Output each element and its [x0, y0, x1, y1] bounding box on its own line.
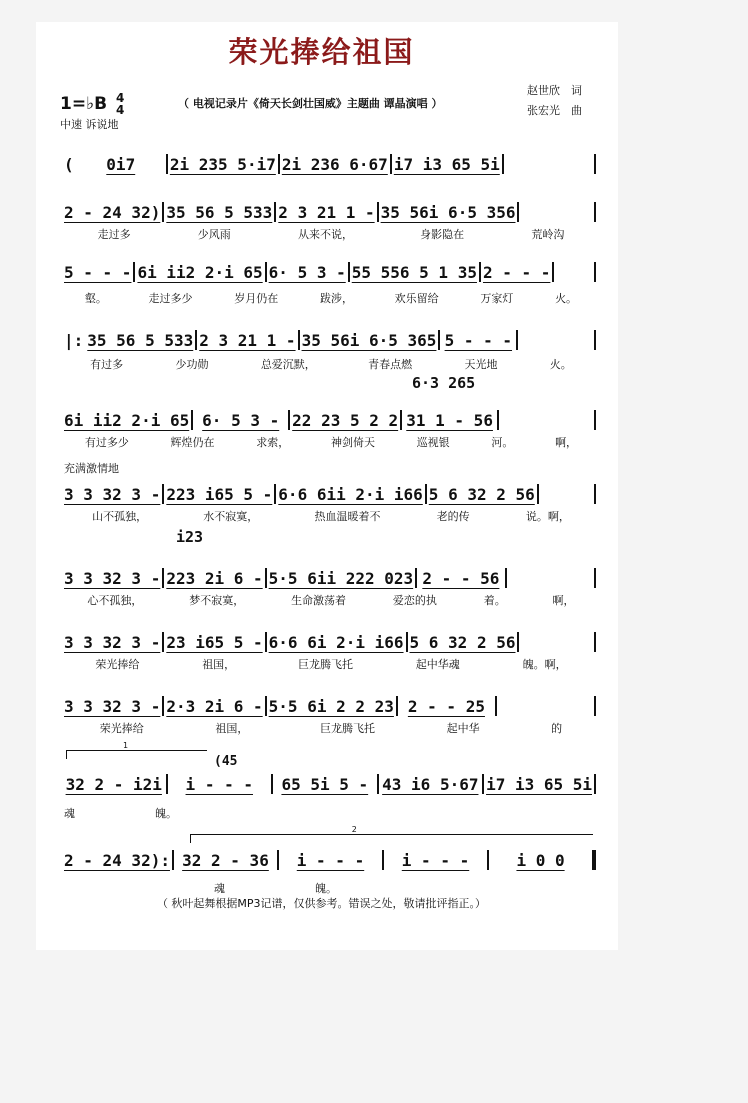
lyric-segment: 魂	[214, 882, 225, 895]
bar-line	[274, 202, 276, 222]
bar-line-end	[594, 330, 596, 350]
lyric-segment: 巡视银	[416, 436, 450, 449]
time-bottom: 4	[115, 103, 125, 117]
lyric-segment: 万家灯	[480, 292, 514, 305]
measure: 43 i6 5·67	[382, 774, 479, 794]
lyric-line	[64, 880, 748, 896]
measure: 6·6 6i 2·i i66	[268, 632, 404, 652]
bar-line	[162, 568, 164, 588]
lyric-segment: 说。啊，	[525, 510, 570, 523]
score-row	[64, 628, 598, 656]
score-row	[64, 198, 598, 226]
lyric-segment: 荣光捧给	[99, 722, 144, 735]
key-label: 1=♭B	[60, 94, 108, 114]
lyric-segment: 水不寂寞，	[203, 510, 259, 523]
lyric-segment: 山不孤独，	[92, 510, 148, 523]
bar-line	[162, 632, 164, 652]
bar-line	[396, 696, 398, 716]
measure: 32 2 - i2i	[65, 774, 162, 794]
bar-line	[377, 774, 379, 794]
bar-line	[133, 262, 135, 282]
alt-melody: 6·3 265	[412, 374, 476, 392]
bar-line	[497, 410, 499, 430]
measure: 65 5i 5 -	[281, 774, 369, 794]
bar-line	[298, 330, 300, 350]
score-row	[64, 692, 598, 720]
lyric-segment: 荒岭沟	[531, 228, 565, 241]
measure: 6· 5 3 -	[202, 410, 280, 430]
bar-line	[195, 330, 197, 350]
score-row	[64, 564, 598, 592]
row-open-mark: (	[64, 154, 74, 174]
volta-first	[66, 741, 207, 759]
bar-line-end	[594, 262, 596, 282]
time-signature	[116, 92, 124, 116]
bar-line	[438, 330, 440, 350]
bar-line	[415, 568, 417, 588]
score-row	[64, 150, 598, 178]
measure: 6·6 6ii 2·i i66	[278, 484, 423, 504]
measure: 2 - 24 32):	[64, 850, 170, 870]
lyric-line	[64, 508, 598, 524]
lyric-segment: 少风雨	[197, 228, 231, 241]
ossia-notes: i23	[176, 528, 204, 546]
measure: 5 6 32 2 56	[428, 484, 535, 504]
bar-line	[516, 330, 518, 350]
lyric-segment: 魄。	[315, 882, 337, 895]
measure: 3 3 32 3 -	[64, 484, 161, 504]
measure: 22 23 5 2 2	[292, 410, 399, 430]
measure: 2 3 21 1 -	[278, 202, 375, 222]
expression-mark: 充满激情地	[64, 462, 119, 475]
volta-first-label: 1	[123, 741, 129, 750]
lyric-segment: 魄。啊，	[522, 658, 567, 671]
score-row	[64, 846, 598, 874]
measure: 223 i65 5 -	[166, 484, 273, 504]
lyric-line	[64, 592, 598, 608]
measure: 2 - - -	[482, 262, 551, 282]
lyric-line	[64, 434, 598, 450]
lyric-segment: 有过多少	[84, 436, 129, 449]
bar-line	[166, 774, 168, 794]
bar-line	[517, 202, 519, 222]
bar-line	[162, 696, 164, 716]
bar-line	[166, 154, 168, 174]
bar-line	[400, 410, 402, 430]
subtitle: （ 电视记录片《倚天长剑壮国威》主题曲 谭晶演唱 ）	[178, 97, 443, 110]
bar-line	[278, 154, 280, 174]
lyric-line	[64, 656, 598, 672]
measure: 35 56 5 533	[166, 202, 273, 222]
lyric-segment: 祖国，	[202, 658, 236, 671]
composer-credit: 张宏光 曲	[527, 104, 582, 117]
lyric-segment: 着。	[483, 594, 506, 607]
lyric-segment: 生命激荡着	[291, 594, 347, 607]
bar-line	[265, 262, 267, 282]
lyric-segment: 河。	[491, 436, 514, 449]
bar-line	[425, 484, 427, 504]
bar-line	[162, 202, 164, 222]
lyricist-credit: 赵世欣 词	[527, 84, 582, 97]
lyric-segment: 青春点燃	[368, 358, 413, 371]
lyric-segment: 荣光捧给	[95, 658, 140, 671]
lyric-segment: 梦不寂寞，	[189, 594, 245, 607]
measure: 35 56i 6·5 356	[380, 202, 516, 222]
measure: 5 - - -	[64, 262, 132, 282]
score-row	[64, 770, 598, 798]
lyric-segment: 祖国，	[215, 722, 249, 735]
lyric-segment: 老的传	[436, 510, 470, 523]
lyric-segment: 巨龙腾飞托	[297, 658, 353, 671]
bar-line	[390, 154, 392, 174]
measure: 23 i65 5 -	[166, 632, 263, 652]
lyric-segment: 少功勋	[175, 358, 209, 371]
lyric-segment: 辉煌仍在	[170, 436, 215, 449]
measure: 2 - - 56	[422, 568, 500, 588]
bar-line	[348, 262, 350, 282]
lyric-segment: 起中华	[446, 722, 480, 735]
pickup-notes: (45	[214, 754, 238, 769]
score-row	[64, 406, 598, 434]
measure: 2·3 2i 6 -	[166, 696, 263, 716]
lyric-segment: 有过多	[90, 358, 124, 371]
measure: 55 556 5 1 35	[351, 262, 477, 282]
bar-line	[162, 484, 164, 504]
lyric-line	[64, 290, 598, 306]
bar-line	[487, 850, 489, 870]
measure: 6i ii2 2·i 65	[64, 410, 190, 430]
lyric-segment: 火。	[549, 358, 572, 371]
measure: 2 - 24 32)	[64, 202, 161, 222]
measure: i - - -	[401, 850, 470, 870]
volta-second	[190, 825, 593, 843]
lyric-segment: 神剑倚天	[330, 436, 375, 449]
lyric-segment: 身影隐在	[420, 228, 465, 241]
bar-line	[277, 850, 279, 870]
lyric-segment: 火。	[555, 292, 578, 305]
bar-line-end	[594, 568, 596, 588]
bar-line	[505, 568, 507, 588]
measure: 5 - - -	[444, 330, 513, 350]
time-top: 4	[115, 91, 125, 105]
bar-line	[265, 568, 267, 588]
measure: 35 56i 6·5 365	[301, 330, 437, 350]
bar-line-end	[594, 632, 596, 652]
measure: 6· 5 3 -	[268, 262, 346, 282]
measure: 5·5 6ii 222 023	[268, 568, 414, 588]
measure: 5·5 6i 2 2 23	[268, 696, 394, 716]
key-signature	[60, 92, 124, 116]
measure: i 0 0	[516, 850, 565, 870]
bar-line	[377, 202, 379, 222]
score-row	[64, 326, 598, 354]
measure: i7 i3 65 5i	[486, 774, 593, 794]
lyric-segment: 求索，	[256, 436, 290, 449]
measure: i - - -	[185, 774, 253, 794]
bar-line	[482, 774, 484, 794]
lyric-line	[64, 226, 598, 242]
measure: i7 i3 65 5i	[393, 154, 500, 174]
lyric-segment: 走过多	[97, 228, 131, 241]
bar-line-end	[592, 850, 596, 870]
lyric-segment: 壑。	[84, 292, 107, 305]
score-row	[64, 258, 598, 286]
measure: 3 3 32 3 -	[64, 696, 161, 716]
lyric-segment: 爱恋的执	[392, 594, 437, 607]
bar-line	[191, 410, 193, 430]
bar-line	[172, 850, 174, 870]
measure: 6i ii2 2·i 65	[137, 262, 263, 282]
lyric-segment: 岁月仍在	[234, 292, 279, 305]
bar-line	[406, 632, 408, 652]
bar-line	[288, 410, 290, 430]
lyric-segment: 魂	[64, 807, 75, 820]
volta-second-label: 2	[351, 825, 357, 834]
lyric-line	[64, 356, 598, 372]
lyric-segment: 心不孤独，	[87, 594, 143, 607]
bar-line	[502, 154, 504, 174]
score-row	[64, 480, 598, 508]
bar-line-end	[594, 696, 596, 716]
measure: 3 3 32 3 -	[64, 568, 161, 588]
measure: 3 3 32 3 -	[64, 632, 161, 652]
bar-line	[271, 774, 273, 794]
bar-line-end	[594, 154, 596, 174]
lyric-segment: 总爱沉默，	[260, 358, 316, 371]
bar-line	[479, 262, 481, 282]
measure: 35 56 5 533	[87, 330, 194, 350]
lyric-segment: 魄。	[155, 807, 177, 820]
footer-note: （ 秋叶起舞根据MP3记谱，仅供参考。错误之处，敬请批评指正。）	[156, 897, 487, 910]
measure: 32 2 - 36	[182, 850, 269, 870]
lyric-segment: 欢乐留给	[394, 292, 439, 305]
bar-line-end	[594, 484, 596, 504]
measure: 2 3 21 1 -	[199, 330, 296, 350]
bar-line	[274, 484, 276, 504]
song-title: 荣光捧给祖国	[228, 35, 415, 69]
row-open-mark: |:	[64, 330, 84, 350]
lyric-segment: 热血温暖着不	[314, 510, 381, 523]
lyric-line	[64, 805, 598, 821]
measure: 31 1 - 56	[406, 410, 493, 430]
measure: 2i 235 5·i7	[169, 154, 276, 174]
bar-line-end	[594, 410, 596, 430]
lyric-segment: 天光地	[464, 358, 498, 371]
bar-line	[517, 632, 519, 652]
tempo-marking: 中速 诉说地	[60, 118, 119, 131]
measure: 223 2i 6 -	[166, 568, 263, 588]
lyric-segment: 起中华魂	[415, 658, 460, 671]
measure: 2 - - 25	[407, 696, 485, 716]
lyric-segment: 啊，	[555, 436, 578, 449]
lyric-segment: 跋涉，	[319, 292, 353, 305]
bar-line-end	[594, 202, 596, 222]
bar-line-end	[594, 774, 596, 794]
measure: 0i7	[106, 154, 136, 174]
measure: 2i 236 6·67	[281, 154, 388, 174]
lyric-segment: 巨龙腾飞托	[319, 722, 375, 735]
lyric-line	[64, 720, 598, 736]
lyric-segment: 啊，	[552, 594, 575, 607]
bar-line	[382, 850, 384, 870]
lyric-segment: 从来不说，	[297, 228, 353, 241]
bar-line	[552, 262, 554, 282]
bar-line	[495, 696, 497, 716]
lyric-segment: 的	[551, 722, 563, 735]
bar-line	[265, 696, 267, 716]
bar-line	[265, 632, 267, 652]
measure: 5 6 32 2 56	[409, 632, 516, 652]
measure: i - - -	[296, 850, 365, 870]
bar-line	[537, 484, 539, 504]
lyric-segment: 走过多少	[148, 292, 193, 305]
